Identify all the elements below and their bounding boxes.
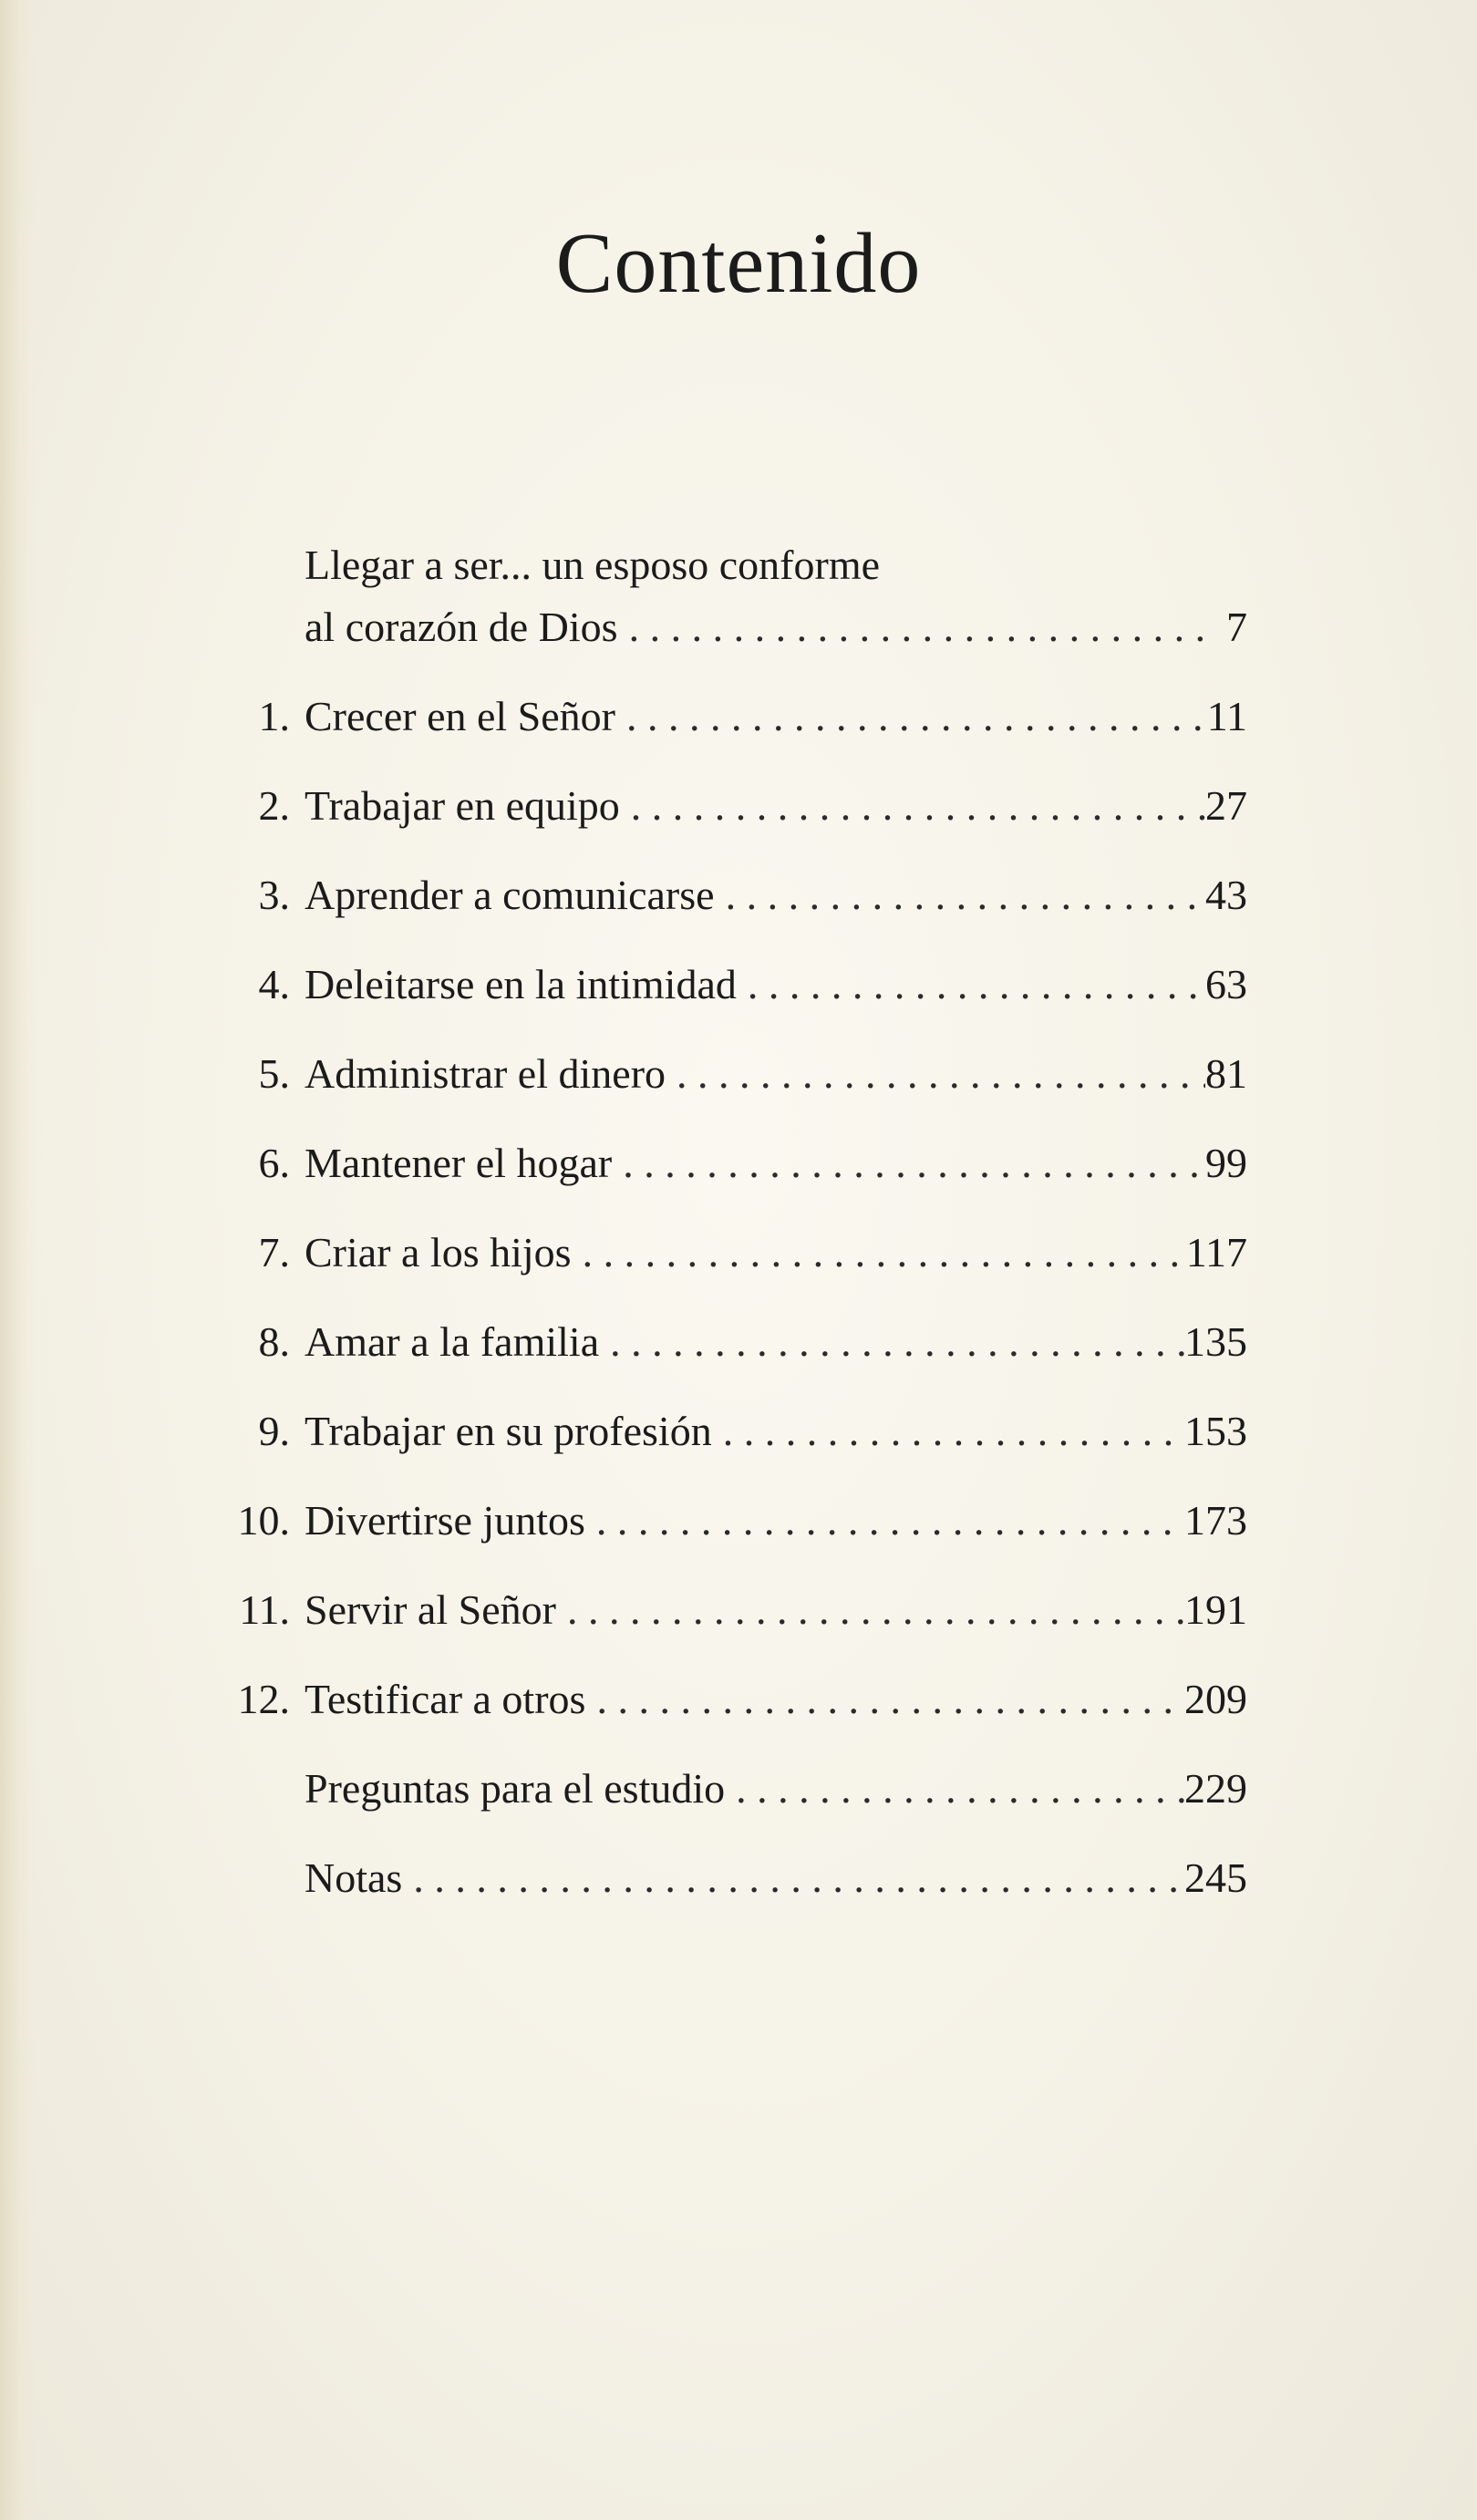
toc-entry-title: Servir al Señor	[305, 1586, 556, 1633]
toc-entry-title: Trabajar en equipo	[305, 782, 620, 829]
toc-chapter	[208, 1038, 1247, 1110]
toc-chapter	[208, 948, 1247, 1021]
toc-entry-title: Testificar a otros	[305, 1676, 586, 1722]
toc-entry-title: Criar a los hijos	[305, 1229, 572, 1275]
dot-leader	[618, 591, 1211, 664]
toc-entry-title: Aprender a comunicarse	[305, 872, 715, 918]
chapter-number: 9.	[258, 1408, 290, 1454]
chapter-number: 10.	[237, 1497, 290, 1544]
dot-leader	[712, 1395, 1184, 1468]
dot-leader	[737, 948, 1205, 1021]
toc-back-matter	[208, 1842, 1247, 1915]
toc-chapter	[208, 1663, 1247, 1736]
toc-entry-page: 7	[1226, 604, 1247, 650]
toc-entry-page: 99	[1205, 1140, 1247, 1186]
toc-chapter	[208, 680, 1247, 753]
dot-leader	[612, 1127, 1205, 1200]
dot-leader	[585, 1484, 1184, 1557]
toc-entry-title: al corazón de Dios	[305, 604, 618, 650]
toc-entry-page: 43	[1205, 872, 1247, 918]
toc-entry-page: 63	[1205, 961, 1247, 1007]
chapter-number: 11.	[239, 1586, 290, 1633]
dot-leader	[615, 680, 1207, 753]
toc-entry-page: 117	[1185, 1229, 1247, 1275]
page-edge-shadow	[0, 0, 36, 2520]
dot-leader	[666, 1038, 1205, 1110]
chapter-number: 1.	[258, 693, 290, 739]
toc-entry-page: 27	[1205, 782, 1247, 829]
toc-entry-title: Divertirse juntos	[305, 1497, 585, 1544]
toc-entry-title: Crecer en el Señor	[305, 693, 616, 739]
toc-entry-title: Trabajar en su profesión	[305, 1408, 712, 1454]
dot-leader	[585, 1663, 1184, 1736]
toc-entry-page: 209	[1184, 1676, 1247, 1722]
toc-entry-page: 81	[1205, 1050, 1247, 1097]
toc-chapter	[208, 859, 1247, 932]
dot-leader	[715, 859, 1205, 932]
dot-leader	[556, 1574, 1184, 1647]
toc-entry-title: Deleitarse en la intimidad	[305, 961, 737, 1007]
dot-leader	[599, 1306, 1184, 1379]
dot-leader	[725, 1752, 1184, 1825]
toc-back-matter	[208, 1752, 1247, 1825]
toc-chapter	[208, 1484, 1247, 1557]
toc-entry-title: Amar a la familia	[305, 1318, 600, 1365]
toc-entry-page: 135	[1184, 1318, 1247, 1365]
toc-chapter	[208, 1574, 1247, 1647]
toc-entry-title: Administrar el dinero	[305, 1050, 666, 1097]
toc-chapter	[208, 1127, 1247, 1200]
toc-entry-page: 191	[1184, 1586, 1247, 1633]
page-title: Contenido	[555, 216, 922, 311]
toc-chapter	[208, 1306, 1247, 1379]
toc-entry-page: 245	[1184, 1854, 1247, 1901]
chapter-number: 6.	[258, 1140, 290, 1186]
chapter-number: 7.	[258, 1229, 290, 1275]
toc-chapter	[208, 1216, 1247, 1289]
toc-entry-page: 229	[1184, 1765, 1247, 1812]
dot-leader	[402, 1842, 1184, 1915]
toc-entry-title: Mantener el hogar	[305, 1140, 613, 1186]
dot-leader	[620, 769, 1205, 842]
toc-entry-title: Notas	[305, 1854, 403, 1901]
dot-leader	[572, 1216, 1186, 1289]
toc-intro	[208, 591, 1247, 664]
toc-intro-line1: Llegar a ser... un esposo conforme	[305, 542, 881, 588]
chapter-number: 5.	[258, 1050, 290, 1097]
toc-chapter	[208, 769, 1247, 842]
toc-entry-page: 173	[1184, 1497, 1247, 1544]
toc-chapter	[208, 1395, 1247, 1468]
toc-entry-title: Preguntas para el estudio	[305, 1765, 726, 1812]
toc-entry-page: 153	[1184, 1408, 1247, 1454]
chapter-number: 4.	[258, 961, 290, 1007]
chapter-number: 12.	[237, 1676, 290, 1722]
toc-entry-page: 11	[1206, 693, 1247, 739]
chapter-number: 3.	[258, 872, 290, 918]
chapter-number: 2.	[258, 782, 290, 829]
chapter-number: 8.	[258, 1318, 290, 1365]
